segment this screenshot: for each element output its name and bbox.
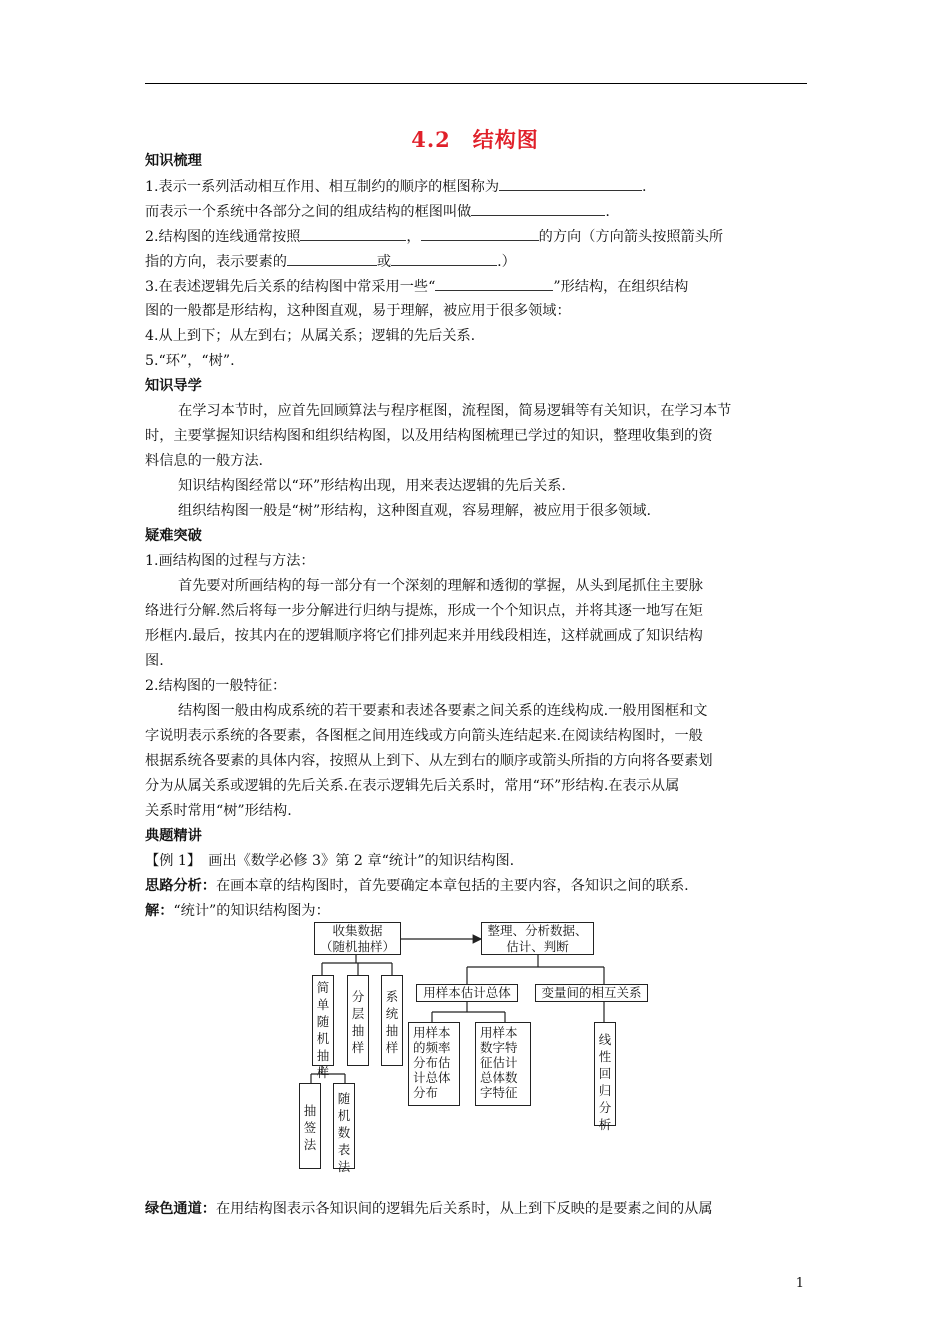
page-number: 1 — [795, 1276, 804, 1291]
node-lottery-method — [299, 1083, 321, 1169]
node-label: 系统抽样 — [385, 989, 399, 1055]
heading-examples: 典题精讲 — [145, 828, 202, 844]
text-line: 料信息的一般方法. — [145, 453, 264, 469]
node-label: 线性回归分析 — [598, 1032, 612, 1132]
node-label: 征估计 — [480, 1055, 518, 1070]
text-line: 图的一般都是形结构，这种图直观，易于理解，被应用于很多领域： — [145, 303, 571, 319]
node-label: 总体数 — [480, 1070, 518, 1085]
text-line: 组织结构图一般是“树”形结构，这种图直观，容易理解，被应用于很多领域. — [178, 503, 652, 519]
node-label: 数字特 — [480, 1040, 518, 1055]
node-label: 用样本 — [413, 1025, 451, 1040]
text-line: 指的方向，表示要素的 或 .） — [145, 251, 807, 272]
text-line: 4.从上到下；从左到右；从属关系；逻辑的先后关系. — [145, 328, 476, 344]
heading-knowledge-review: 知识梳理 — [145, 153, 202, 169]
node-random-number-table — [333, 1083, 355, 1174]
green-channel-line: 绿色通道：在用结构图表示各知识间的逻辑先后关系时，从上到下反映的是要素之间的从属 — [145, 1201, 713, 1217]
node-label: 计总体 — [413, 1070, 451, 1085]
text-line: 1.表示一系列活动相互作用、相互制约的顺序的框图称为 . — [145, 176, 807, 197]
text-line: 2.结构图的连线通常按照 ， 的方向（方向箭头按照箭头所 — [145, 226, 807, 247]
page-title: 4.2 结构图 — [411, 127, 539, 152]
node-linear-regression — [594, 1022, 616, 1132]
node-label: 用样本估计总体 — [423, 985, 511, 1000]
node-label: 估计、判断 — [506, 939, 569, 954]
text-line: 根据系统各要素的具体内容，按照从上到下、从左到右的顺序或箭头所指的方向将各要素划 — [145, 753, 713, 769]
text-line: 结构图一般由构成系统的若干要素和表述各要素之间关系的连线构成.一般用图框和文 — [178, 703, 708, 719]
text-line: 图. — [145, 653, 164, 669]
solution-line: 解：“统计”的知识结构图为： — [145, 903, 330, 919]
node-analyze-data — [481, 922, 594, 955]
node-simple-random-sampling — [312, 975, 334, 1080]
node-label: 抽签法 — [303, 1103, 317, 1152]
text-line: 3.在表述逻辑先后关系的结构图中常采用一些“ ”形结构，在组织结构 — [145, 276, 807, 297]
text-line: 首先要对所画结构的每一部分有一个深刻的理解和透彻的掌握，从头到尾抓住主要脉 — [178, 578, 703, 594]
node-label: （随机抽样） — [319, 939, 395, 954]
text-line: 5.“环”，“树”. — [145, 353, 235, 369]
text-line: 时，主要掌握知识结构图和组织结构图，以及用结构图梳理已学过的知识，整理收集到的资 — [145, 428, 713, 444]
node-label: 随机数表法 — [337, 1091, 351, 1174]
text-line: 知识结构图经常以“环”形结构出现，用来表达逻辑的先后关系. — [178, 478, 566, 494]
node-collect-data — [314, 922, 401, 955]
node-label: 用样本 — [480, 1025, 518, 1040]
node-frequency-distribution — [408, 1022, 460, 1106]
node-label: 的频率 — [413, 1040, 451, 1055]
text-line: 络进行分解.然后将每一步分解进行归纳与提炼，形成一个个知识点，并将其逐一地写在矩 — [145, 603, 703, 619]
analysis-line: 思路分析：在画本章的结构图时，首先要确定本章包括的主要内容，各知识之间的联系. — [145, 878, 689, 894]
node-stratified-sampling — [347, 975, 369, 1066]
node-label: 整理、分析数据、 — [487, 923, 588, 938]
heading-difficulties: 疑难突破 — [145, 528, 202, 544]
text-line: 在学习本节时，应首先回顾算法与程序框图，流程图，简易逻辑等有关知识，在学习本节 — [178, 403, 732, 419]
text-line: 关系时常用“树”形结构. — [145, 803, 292, 819]
heading-knowledge-guide: 知识导学 — [145, 378, 202, 394]
text-line: 1.画结构图的过程与方法： — [145, 553, 315, 569]
node-label: 收集数据 — [332, 923, 383, 938]
node-label: 字特征 — [480, 1085, 518, 1100]
text-line: 字说明表示系统的各要素，各图框之间用连线或方向箭头连结起来.在阅读结构图时，一般 — [145, 728, 703, 744]
node-label: 分布估 — [413, 1055, 451, 1070]
node-systematic-sampling — [381, 975, 403, 1066]
node-label: 分布 — [413, 1085, 439, 1100]
node-label: 简单随机抽样 — [316, 980, 330, 1080]
node-numeric-features — [475, 1022, 531, 1106]
example-line: 【例 1】 画出《数学必修 3》第 2 章“统计”的知识结构图. — [145, 853, 515, 869]
node-variable-correlation — [535, 984, 648, 1002]
text-line: 而表示一个系统中各部分之间的组成结构的框图叫做 . — [145, 201, 807, 222]
text-line: 分为从属关系或逻辑的先后关系.在表示逻辑先后关系时，常用“环”形结构.在表示从属 — [145, 778, 680, 794]
text-line: 2.结构图的一般特征： — [145, 678, 287, 694]
node-sample-estimate — [416, 984, 518, 1002]
node-label: 分层抽样 — [351, 989, 365, 1055]
text-line: 形框内.最后，按其内在的逻辑顺序将它们排列起来并用线段相连，这样就画成了知识结构 — [145, 628, 703, 644]
node-label: 变量间的相互关系 — [541, 985, 642, 1000]
